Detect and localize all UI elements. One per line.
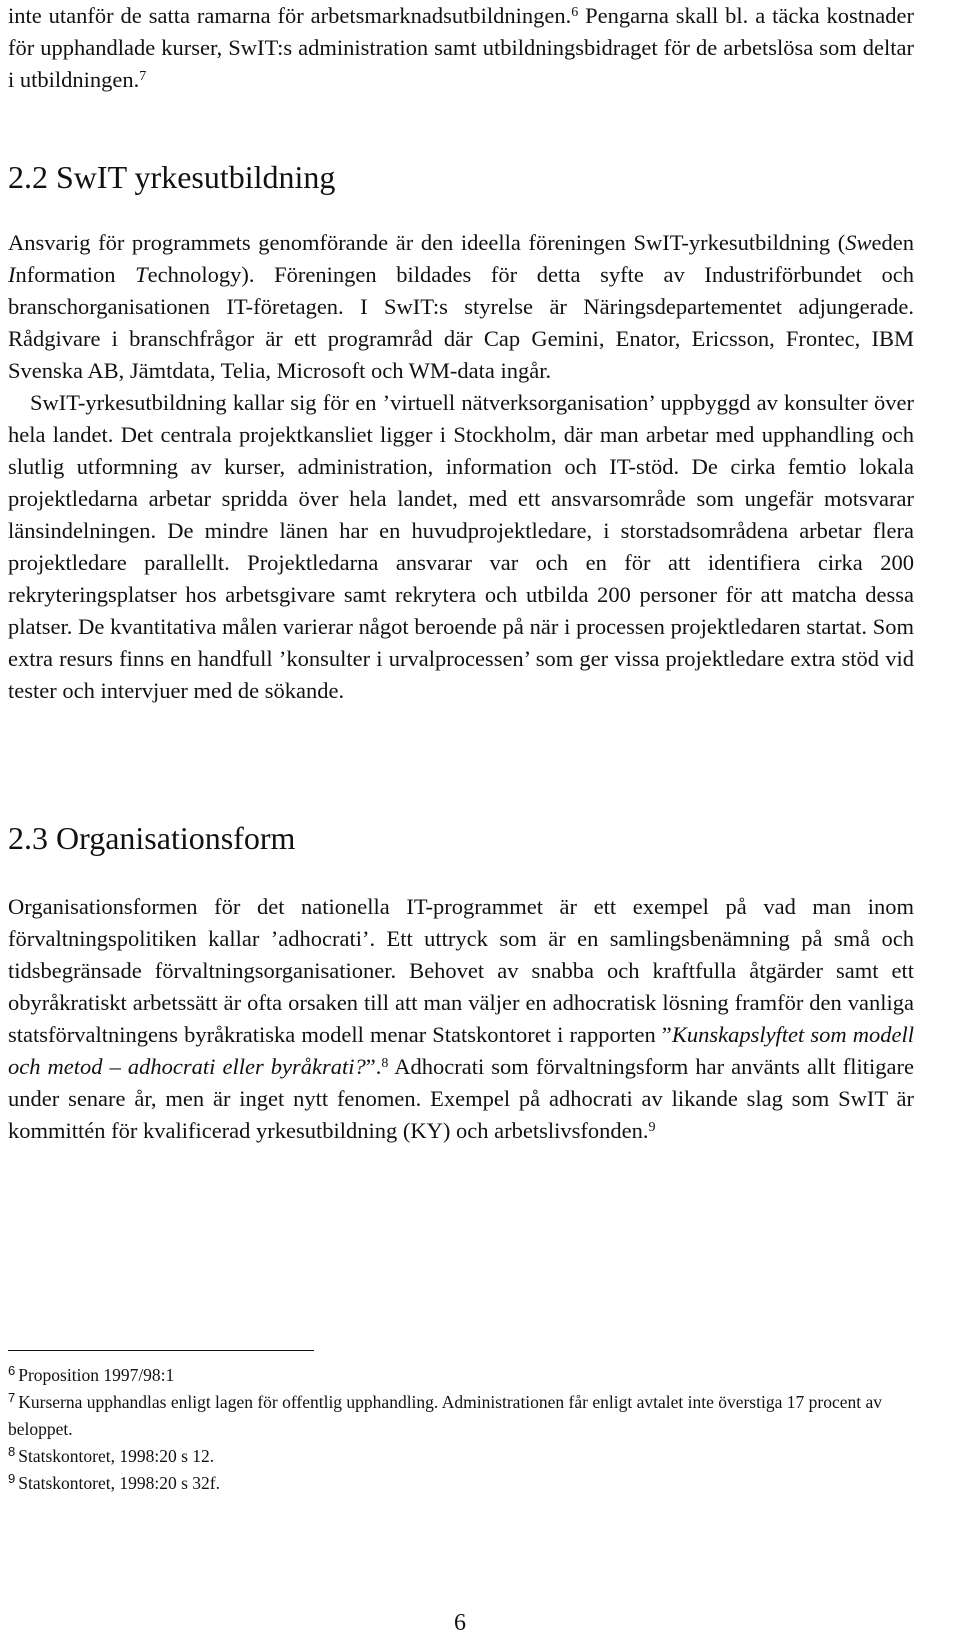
- p1-italic-t: T: [135, 262, 148, 287]
- footnote-number: 7: [8, 1390, 16, 1405]
- footnote-text: Statskontoret, 1998:20 s 12.: [18, 1446, 215, 1466]
- footnote-ref-6[interactable]: 6: [571, 5, 579, 20]
- intro-text: [8, 0, 914, 96]
- intro-paragraph: [8, 0, 914, 96]
- footnote-8: [8, 1443, 914, 1470]
- section-2-2-paragraph-1: [8, 227, 914, 387]
- p1-italic-sw: Sw: [845, 230, 872, 255]
- section-heading-2-3: 2.3 Organisationsform: [8, 820, 296, 856]
- intro-text-part1: inte utanför de satta ramarna för arbetsmarknadsutbildningen.: [8, 3, 572, 28]
- report-title: Kunskapslyftet som modell och metod – adhocrati eller byråkrati?: [8, 1022, 914, 1079]
- footnote-divider: [8, 1350, 314, 1351]
- intro-text-part2: Pengarna skall bl. a täcka kostnader för upphandlade kurser, SwIT:s administration samt utbildningsbidraget för de arbetslösa som deltar i utbildningen.: [8, 3, 914, 92]
- footnote-ref-9[interactable]: 9: [648, 1120, 656, 1135]
- footnote-number: 8: [8, 1444, 16, 1459]
- footnote-9: [8, 1470, 914, 1497]
- section-2-3-body: [8, 891, 914, 1147]
- p1-text-b: eden: [871, 230, 914, 255]
- section-2-2-body: [8, 227, 914, 707]
- section-heading-2-2: 2.2 SwIT yrkesutbildning: [8, 159, 336, 195]
- footnote-text: Proposition 1997/98:1: [18, 1365, 175, 1385]
- footnote-6: [8, 1362, 914, 1389]
- p23-text-c: Adhocrati som förvaltningsform har använts allt flitigare under senare år, men är inget nytt fenomen. Exempel på adhocrati av likande slag som SwIT är kommittén för kvalificerad yrkesutbildning (KY) och arbetslivsfonden.: [8, 1054, 914, 1143]
- p23-text-a: Organisationsformen för det nationella IT-programmet är ett exempel på vad man inom förvaltningspolitiken kallar ’adhocrati’. Ett uttryck som är en samlingsbenämning på små och tidsbegränsade förvaltningsorganisationer. Behovet av snabba och kraftfulla åtgärder samt ett obyråkratiskt arbetssätt är ofta orsaken till att man väljer en adhocratisk lösning framför den vanliga statsförvaltningens byråkratiska modell menar Statskontoret i rapporten ”: [8, 894, 914, 1047]
- section-2-2-paragraph-2: SwIT-yrkesutbildning kallar sig för en ’virtuell nätverksorganisation’ uppbyggd av konsulter över hela landet. Det centrala projektkansliet ligger i Stockholm, där man arbetar med upphandling och slutlig utformning av kurser, administration, information och IT-stöd. De cirka femtio lokala projektledarna arbetar spridda över hela landet, med ett ansvarsområde som ungefär motsvarar länsindelningen. De mindre länen har en huvudprojektledare, i storstadsområdena arbetar flera projektledare parallellt. Projektledarna ansvarar var och en för att identifiera cirka 200 rekryteringsplatser hos arbetsgivare samt rekrytera och utbilda 200 personer för att matcha dessa platser. De kvantitativa målen varierar något beroende på när i processen projektledaren startat. Som extra resurs finns en handfull ’konsulter i urvalprocessen’ som ger vissa projektledare extra stöd vid tester och intervjuer med de sökande.: [8, 390, 914, 703]
- footnotes: [8, 1362, 914, 1497]
- footnote-ref-8[interactable]: 8: [381, 1056, 389, 1071]
- p1-text-c: nformation: [15, 262, 136, 287]
- footnote-text: Statskontoret, 1998:20 s 32f.: [18, 1473, 220, 1493]
- footnote-ref-7[interactable]: 7: [139, 69, 147, 84]
- page-number: 6: [454, 1610, 466, 1636]
- footnote-7: [8, 1389, 914, 1443]
- footnote-number: 6: [8, 1363, 16, 1378]
- p23-text-b: ”.: [365, 1054, 382, 1079]
- p1-text-d: echnology). Föreningen bildades för detta syfte av Industriförbundet och branschorganisationen IT-företagen. I SwIT:s styrelse är Näringsdepartementet adjungerade. Rådgivare i branschfrågor är ett programråd där Cap Gemini, Enator, Ericsson, Frontec, IBM Svenska AB, Jämtdata, Telia, Microsoft och WM-data ingår.: [8, 262, 914, 383]
- footnote-text: Kurserna upphandlas enligt lagen för offentlig upphandling. Administrationen får enligt avtalet inte överstiga 17 procent av beloppet.: [8, 1392, 882, 1439]
- footnote-number: 9: [8, 1471, 16, 1486]
- p1-text-a: Ansvarig för programmets genomförande är den ideella föreningen SwIT-yrkesutbildning (: [8, 230, 846, 255]
- section-2-3-paragraph-1: [8, 891, 914, 1147]
- p1-italic-i: I: [8, 262, 16, 287]
